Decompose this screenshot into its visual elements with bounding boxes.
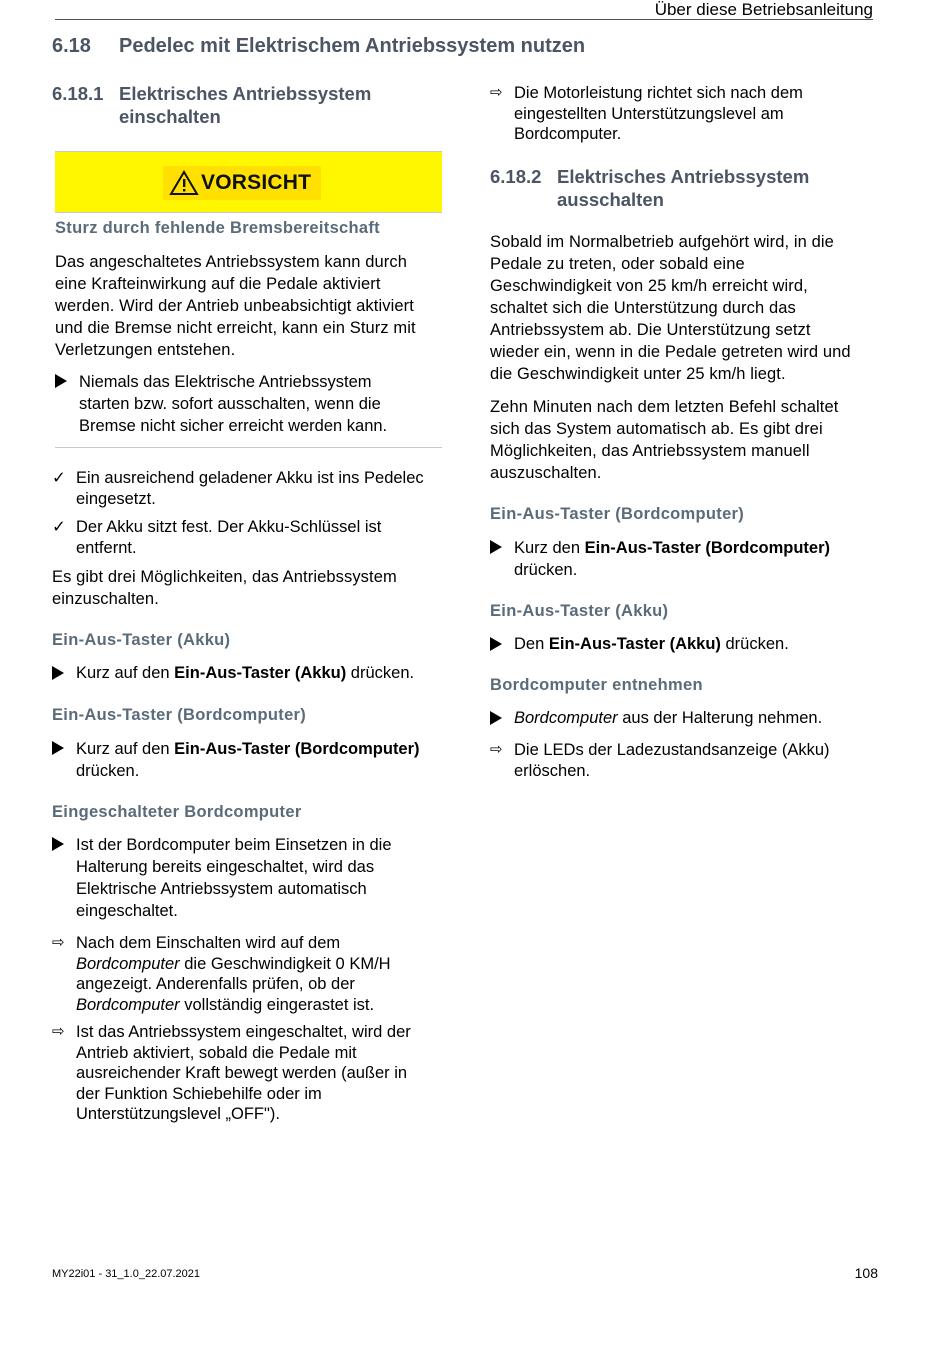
section-title-text: Pedelec mit Elektrischem Antriebssystem nutzen <box>119 35 586 57</box>
paragraph-line: Antriebssystem ab. Die Unterstützung setzt <box>490 321 811 339</box>
step-akku <box>490 634 882 656</box>
paragraph-line: Sobald im Normalbetrieb aufgehört wird, in die <box>490 233 834 251</box>
result-arrow-icon: ⇨ <box>490 84 503 101</box>
warning-body <box>55 251 445 361</box>
action-triangle-icon <box>52 663 72 686</box>
step-text: Kurz auf den <box>76 740 175 758</box>
check-item <box>52 468 444 510</box>
warning-body-line: Das angeschaltetes Antriebssystem kann durch <box>55 253 408 271</box>
warning-triangle-icon <box>169 170 199 196</box>
action-triangle-icon <box>55 371 75 394</box>
result-line: erlöschen. <box>514 761 591 780</box>
result-text: vollständig eingerastet ist. <box>179 995 375 1014</box>
heading-eingeschaltet: Eingeschalteter Bordcomputer <box>52 803 302 821</box>
step-bold: Ein-Aus-Taster (Bordcomputer) <box>174 740 420 758</box>
heading-akku: Ein-Aus-Taster (Akku) <box>52 631 231 649</box>
step-bordcomputer <box>52 738 444 782</box>
action-triangle-icon <box>490 537 510 560</box>
header-rule <box>55 19 873 20</box>
page-number: 108 <box>854 1265 878 1281</box>
step-eingeschaltet <box>52 834 444 922</box>
subsection-title-right <box>490 165 882 213</box>
subsection-title-left <box>52 82 442 130</box>
subsection-title-line2: ausschalten <box>557 189 664 210</box>
result-line: Ist das Antriebssystem eingeschaltet, wird der <box>76 1023 411 1041</box>
paragraph-line: Zehn Minuten nach dem letzten Befehl schaltet <box>490 398 839 416</box>
warning-label-text: VORSICHT <box>201 171 312 194</box>
result-item <box>52 1022 444 1126</box>
warning-banner <box>55 151 442 213</box>
step-line: Ist der Bordcomputer beim Einsetzen in die <box>76 836 392 854</box>
subsection-title-line1: Elektrisches Antriebssystem <box>557 166 810 187</box>
paragraph-line: die Geschwindigkeit unter 25 km/h liegt. <box>490 365 786 383</box>
result-line: der Funktion Schiebehilfe oder im <box>76 1084 322 1103</box>
intro-paragraph <box>52 566 444 610</box>
heading-bordcomputer: Ein-Aus-Taster (Bordcomputer) <box>490 505 745 523</box>
result-arrow-icon: ⇨ <box>52 1023 65 1040</box>
step-bold: Ein-Aus-Taster (Bordcomputer) <box>584 539 830 557</box>
result-line <box>76 995 446 1016</box>
action-triangle-icon <box>52 738 72 761</box>
subsection-number: 6.18.2 <box>490 166 542 187</box>
warning-action-line: starten bzw. sofort ausschalten, wenn die <box>79 395 381 413</box>
paragraph-line: Geschwindigkeit von 25 km/h erreicht wird, <box>490 277 808 295</box>
step-text: Kurz auf den <box>76 664 175 682</box>
result-line: Bordcomputer. <box>514 125 622 143</box>
section-number: 6.18 <box>52 35 91 57</box>
result-italic: Bordcomputer <box>76 995 180 1014</box>
result-arrow-icon: ⇨ <box>52 934 65 951</box>
step-line: Halterung bereits eingeschaltet, wird das <box>76 858 375 876</box>
step-text: drücken. <box>720 635 789 653</box>
paragraph-line: schaltet sich die Unterstützung durch das <box>490 299 796 317</box>
paragraph-line: Möglichkeiten, das Antriebssystem manuell <box>490 442 810 460</box>
step-bold: Ein-Aus-Taster (Akku) <box>174 664 347 682</box>
warning-action-line: Niemals das Elektrische Antriebssystem <box>79 373 372 391</box>
result-text: die Geschwindigkeit 0 KM/H <box>179 954 391 973</box>
check-line: entfernt. <box>76 539 137 557</box>
warning-label <box>163 166 321 200</box>
check-line: Ein ausreichend geladener Akku ist ins Pedelec <box>76 469 424 487</box>
result-line: Nach dem Einschalten wird auf dem <box>76 934 341 952</box>
step-text: drücken. <box>514 561 578 579</box>
subsection-title-line1: Elektrisches Antriebssystem <box>119 83 372 104</box>
result-line <box>76 954 446 975</box>
subsection-title-line2: einschalten <box>119 106 221 127</box>
warning-action-line: Bremse nicht sicher erreicht werden kann. <box>79 417 388 435</box>
result-line: eingestellten Unterstützungslevel am <box>514 104 784 123</box>
warning-body-line: eine Krafteinwirkung auf die Pedale aktiviert <box>55 275 381 293</box>
paragraph-normalbetrieb <box>490 231 885 385</box>
result-italic: Bordcomputer <box>76 954 180 973</box>
step-text: Den <box>514 635 549 653</box>
step-text: drücken. <box>346 664 415 682</box>
step-line: eingeschaltet. <box>76 902 178 920</box>
result-line: ausreichender Kraft bewegt werden (außer in <box>76 1064 408 1082</box>
result-item <box>52 933 444 1017</box>
result-item <box>490 83 882 146</box>
paragraph-zehn-minuten <box>490 396 885 484</box>
check-item <box>52 517 444 559</box>
warning-action-step <box>55 371 445 437</box>
paragraph-line: wieder ein, wenn in die Pedale getreten wird und <box>490 343 851 361</box>
intro-line: Es gibt drei Möglichkeiten, das Antriebssystem <box>52 568 397 586</box>
result-item <box>490 740 882 782</box>
paragraph-line: sich das System automatisch ab. Es gibt drei <box>490 420 823 438</box>
step-text: Kurz den <box>514 539 585 557</box>
step-bold: Ein-Aus-Taster (Akku) <box>548 635 721 653</box>
step-bordcomputer <box>490 537 882 581</box>
action-triangle-icon <box>490 634 510 657</box>
step-italic: Bordcomputer <box>514 709 618 727</box>
footer-doc-id: MY22i01 - 31_1.0_22.07.2021 <box>52 1268 201 1280</box>
heading-akku: Ein-Aus-Taster (Akku) <box>490 602 669 620</box>
heading-bordcomputer-entnehmen: Bordcomputer entnehmen <box>490 676 703 694</box>
result-line: angezeigt. Anderenfalls prüfen, ob der <box>76 975 355 993</box>
running-header: Über diese Betriebsanleitung <box>654 0 873 19</box>
checkmark-icon: ✓ <box>52 518 66 536</box>
warning-body-line: Verletzungen entstehen. <box>55 341 236 359</box>
result-arrow-icon: ⇨ <box>490 741 503 758</box>
warning-end-rule <box>55 447 442 448</box>
check-line: Der Akku sitzt fest. Der Akku-Schlüssel ist <box>76 518 382 536</box>
result-line: Unterstützungslevel „OFF"). <box>76 1105 280 1123</box>
heading-bordcomputer: Ein-Aus-Taster (Bordcomputer) <box>52 706 307 724</box>
result-line: Antrieb aktiviert, sobald die Pedale mit <box>76 1043 357 1062</box>
paragraph-line: Pedale zu treten, oder sobald eine <box>490 255 745 273</box>
check-line: eingesetzt. <box>76 490 156 508</box>
result-line: Die LEDs der Ladezustandsanzeige (Akku) <box>514 741 830 759</box>
action-triangle-icon <box>52 834 72 857</box>
step-akku <box>52 663 444 685</box>
result-line: Die Motorleistung richtet sich nach dem <box>514 84 803 102</box>
warning-body-line: und die Bremse nicht erreicht, kann ein Sturz mit <box>55 319 416 337</box>
checkmark-icon: ✓ <box>52 469 66 487</box>
step-line: Elektrische Antriebssystem automatisch <box>76 880 367 898</box>
step-text: aus der Halterung nehmen. <box>617 709 823 727</box>
warning-heading: Sturz durch fehlende Bremsbereitschaft <box>55 219 380 237</box>
step-text: drücken. <box>76 762 140 780</box>
step-remove <box>490 708 882 730</box>
paragraph-line: auszuschalten. <box>490 464 602 482</box>
subsection-number: 6.18.1 <box>52 83 104 104</box>
section-title <box>52 35 585 58</box>
action-triangle-icon <box>490 708 510 731</box>
warning-body-line: werden. Wird der Antrieb unbeabsichtigt aktiviert <box>55 297 414 315</box>
intro-line: einzuschalten. <box>52 590 159 608</box>
